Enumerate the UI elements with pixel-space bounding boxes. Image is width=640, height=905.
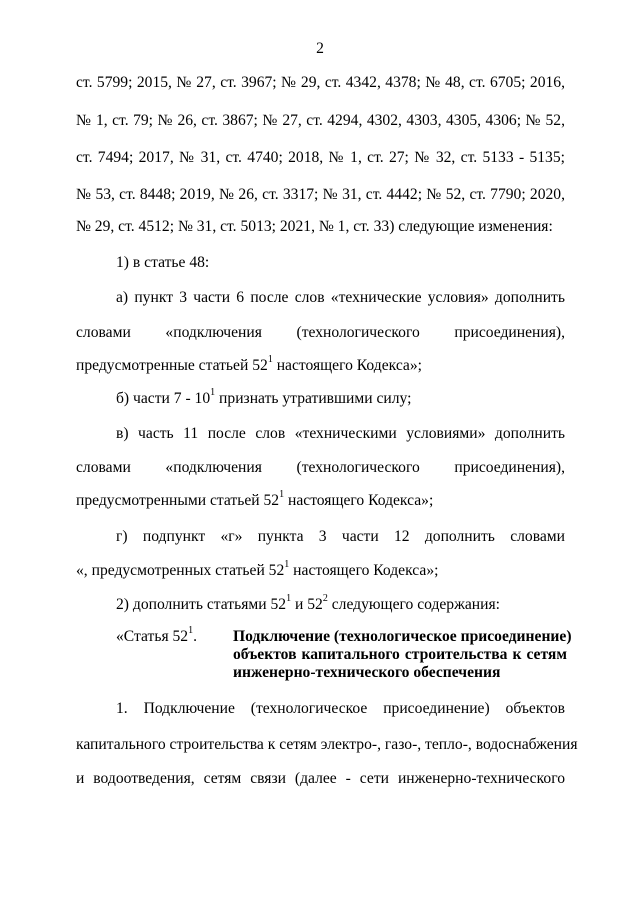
item-v-line: предусмотренными статьей $52^1$ настоящего Кодекса»;: [76, 488, 434, 509]
text-line: ст. 7494; 2017, № 31, ст. 4740; 2018, № 1, ст. 27; № 32, ст. 5133 - 5135;: [76, 149, 565, 166]
text-line: № 29, ст. 4512; № 31, ст. 5013; 2021, № 1, ст. 33) следующие изменения:: [76, 218, 553, 235]
superscript: 1: [279, 488, 285, 500]
superscript: 1: [210, 386, 216, 398]
item-v-line: в) часть 11 после слов «техническими условиями» дополнить: [116, 425, 565, 442]
article-title-line: инженерно-технического обеспечения: [233, 664, 501, 681]
item-b-line: б) части $7 - 10^1$ признать утратившими силу;: [116, 386, 412, 407]
item-a-line: а) пункт 3 части 6 после слов «технические условия» дополнить: [116, 289, 565, 306]
superscript: 2: [322, 592, 328, 604]
body-line: 1. Подключение (технологическое присоединение) объектов: [116, 700, 565, 717]
item-1: 1) в статье 48:: [116, 254, 210, 271]
item-a-line: словами «подключения (технологического присоединения),: [76, 324, 565, 341]
article-title: [233, 628, 572, 682]
item-v-line: словами «подключения (технологического присоединения),: [76, 459, 565, 476]
item-g-line: «, предусмотренных статьей $52^1$ настоящего Кодекса»;: [76, 558, 439, 579]
article-title-line: Подключение (технологическое присоединение): [233, 628, 572, 645]
superscript: 1: [286, 592, 292, 604]
item-2: 2) дополнить статьями $52^1$ и $52^2$ следующего содержания:: [116, 592, 500, 613]
body-line: капитального строительства к сетям электро-, газо-, тепло-, водоснабжения: [76, 736, 578, 753]
page-number: 2: [316, 40, 324, 57]
text-line: ст. 5799; 2015, № 27, ст. 3967; № 29, ст. 4342, 4378; № 48, ст. 6705; 2016,: [76, 74, 565, 91]
item-g-line: г) подпункт «г» пункта 3 части 12 дополнить словами: [116, 528, 565, 545]
text-line: № 53, ст. 8448; 2019, № 26, ст. 3317; № 31, ст. 4442; № 52, ст. 7790; 2020,: [76, 186, 565, 203]
superscript: 1: [188, 624, 194, 636]
item-a-line: предусмотренные статьей $52^1$ настоящего Кодекса»;: [76, 353, 422, 374]
article-label: «Статья $52^1$.: [116, 624, 198, 645]
body-line: и водоотведения, сетям связи (далее - сети инженерно-технического: [76, 770, 565, 787]
superscript: 1: [284, 558, 290, 570]
superscript: 1: [267, 353, 273, 365]
text-line: № 1, ст. 79; № 26, ст. 3867; № 27, ст. 4294, 4302, 4303, 4305, 4306; № 52,: [76, 112, 565, 129]
article-title-line: объектов капитального строительства к сетям: [233, 646, 567, 663]
